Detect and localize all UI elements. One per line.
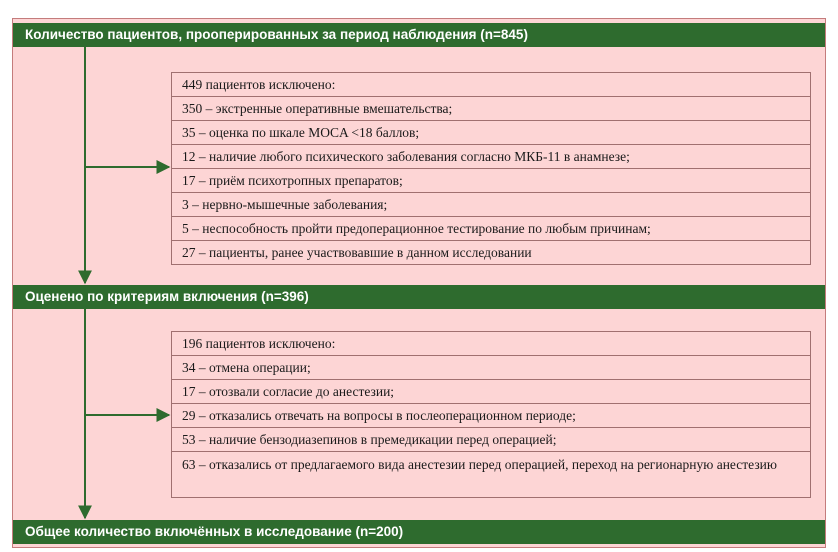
exclusion-row: 27 – пациенты, ранее участвовавшие в данном исследовании bbox=[172, 241, 810, 265]
exclusion-row: 34 – отмена операции; bbox=[172, 356, 810, 380]
exclusion-row: 449 пациентов исключено: bbox=[172, 73, 810, 97]
exclusion-row: 35 – оценка по шкале MOCA <18 баллов; bbox=[172, 121, 810, 145]
exclusion-row: 5 – неспособность пройти предоперационное тестирование по любым причинам; bbox=[172, 217, 810, 241]
exclusion-row: 196 пациентов исключено: bbox=[172, 332, 810, 356]
exclusion-row: 17 – отозвали согласие до анестезии; bbox=[172, 380, 810, 404]
stage3-header: Общее количество включённых в исследование (n=200) bbox=[13, 520, 825, 544]
stage1-header: Количество пациентов, прооперированных за период наблюдения (n=845) bbox=[13, 23, 825, 47]
exclusion-row: 3 – нервно-мышечные заболевания; bbox=[172, 193, 810, 217]
exclusion-row: 12 – наличие любого психического заболевания согласно МКБ-11 в анамнезе; bbox=[172, 145, 810, 169]
exclusion-row: 53 – наличие бензодиазепинов в премедикации перед операцией; bbox=[172, 428, 810, 452]
exclusion-row: 350 – экстренные оперативные вмешательства; bbox=[172, 97, 810, 121]
exclusion-row: 17 – приём психотропных препаратов; bbox=[172, 169, 810, 193]
stage2-header: Оценено по критериям включения (n=396) bbox=[13, 285, 825, 309]
exclusion-row: 29 – отказались отвечать на вопросы в послеоперационном периоде; bbox=[172, 404, 810, 428]
exclusion-row: 63 – отказались от предлагаемого вида анестезии перед операцией, переход на регионарную анестезию bbox=[172, 452, 810, 498]
